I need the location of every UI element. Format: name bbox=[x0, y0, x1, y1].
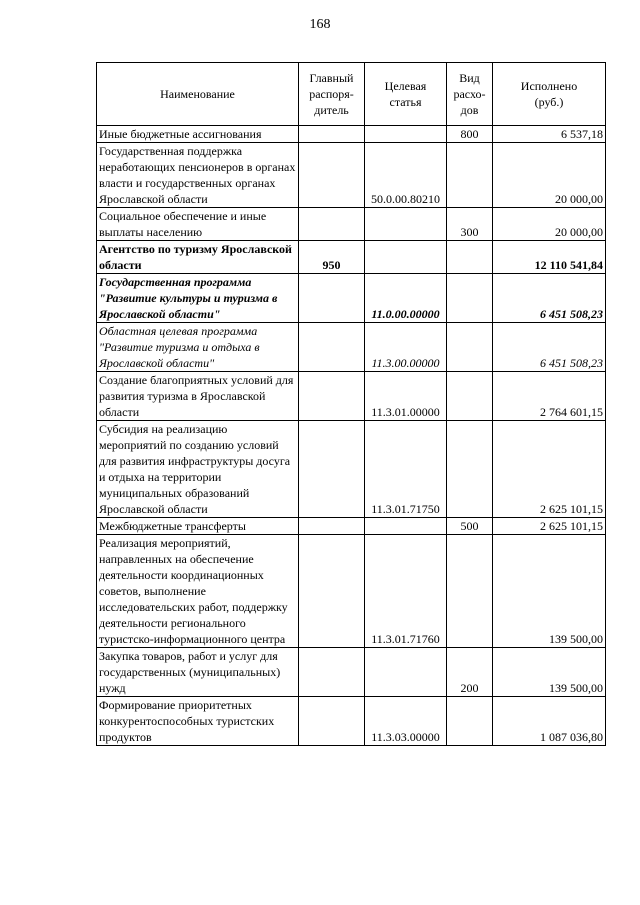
row-vid bbox=[447, 143, 493, 208]
row-glav bbox=[299, 372, 365, 421]
row-sum: 2 625 101,15 bbox=[493, 518, 606, 535]
row-vid bbox=[447, 535, 493, 648]
table-row bbox=[97, 241, 606, 274]
header-name: Наименование bbox=[97, 63, 299, 126]
row-glav bbox=[299, 697, 365, 746]
row-name: Социальное обеспечение и иные выплаты населению bbox=[97, 208, 299, 241]
row-stat: 11.3.01.71760 bbox=[365, 535, 447, 648]
row-name: Областная целевая программа "Развитие туризма и отдыха в Ярославской области" bbox=[97, 323, 299, 372]
page-number: 168 bbox=[309, 17, 331, 32]
row-stat: 50.0.00.80210 bbox=[365, 143, 447, 208]
row-stat bbox=[365, 208, 447, 241]
row-stat bbox=[365, 241, 447, 274]
row-glav bbox=[299, 208, 365, 241]
row-vid bbox=[447, 421, 493, 518]
row-vid bbox=[447, 697, 493, 746]
row-stat bbox=[365, 126, 447, 143]
row-sum: 2 764 601,15 bbox=[493, 372, 606, 421]
row-stat: 11.3.01.00000 bbox=[365, 372, 447, 421]
row-stat: 11.3.00.00000 bbox=[365, 323, 447, 372]
header-row bbox=[97, 63, 606, 126]
row-glav bbox=[299, 323, 365, 372]
row-stat: 11.3.03.00000 bbox=[365, 697, 447, 746]
row-name: Государственная программа "Развитие культуры и туризма в Ярославской области" bbox=[97, 274, 299, 323]
row-vid bbox=[447, 323, 493, 372]
table-row bbox=[97, 372, 606, 421]
row-sum: 6 451 508,23 bbox=[493, 323, 606, 372]
table-row bbox=[97, 208, 606, 241]
table-row bbox=[97, 323, 606, 372]
row-vid: 800 bbox=[447, 126, 493, 143]
row-sum: 139 500,00 bbox=[493, 535, 606, 648]
row-vid: 300 bbox=[447, 208, 493, 241]
row-glav bbox=[299, 648, 365, 697]
row-name: Межбюджетные трансферты bbox=[97, 518, 299, 535]
row-vid bbox=[447, 274, 493, 323]
row-vid: 200 bbox=[447, 648, 493, 697]
table-row bbox=[97, 535, 606, 648]
table-row bbox=[97, 274, 606, 323]
row-glav bbox=[299, 274, 365, 323]
header-glav: Главный распоря- дитель bbox=[299, 63, 365, 126]
row-glav bbox=[299, 421, 365, 518]
row-name: Реализация мероприятий, направленных на обеспечение деятельности координационных советов, выполнение исследовательских работ, поддержку деятельности регионального туристско-информационного центра bbox=[97, 535, 299, 648]
row-glav bbox=[299, 535, 365, 648]
row-sum: 1 087 036,80 bbox=[493, 697, 606, 746]
row-name: Формирование приоритетных конкурентоспособных туристских продуктов bbox=[97, 697, 299, 746]
header-stat: Целевая статья bbox=[365, 63, 447, 126]
budget-table bbox=[96, 62, 606, 746]
row-sum: 12 110 541,84 bbox=[493, 241, 606, 274]
row-glav: 950 bbox=[299, 241, 365, 274]
row-vid: 500 bbox=[447, 518, 493, 535]
row-vid bbox=[447, 241, 493, 274]
row-glav bbox=[299, 126, 365, 143]
table-row bbox=[97, 143, 606, 208]
row-name: Государственная поддержка неработающих пенсионеров в органах власти и государственных органах Ярославской области bbox=[97, 143, 299, 208]
table-row bbox=[97, 697, 606, 746]
row-sum: 2 625 101,15 bbox=[493, 421, 606, 518]
table-row bbox=[97, 518, 606, 535]
row-glav bbox=[299, 518, 365, 535]
row-name: Агентство по туризму Ярославской области bbox=[97, 241, 299, 274]
row-stat: 11.0.00.00000 bbox=[365, 274, 447, 323]
row-sum: 20 000,00 bbox=[493, 208, 606, 241]
header-vid: Вид расхо- дов bbox=[447, 63, 493, 126]
row-sum: 6 451 508,23 bbox=[493, 274, 606, 323]
row-vid bbox=[447, 372, 493, 421]
row-sum: 6 537,18 bbox=[493, 126, 606, 143]
table-row bbox=[97, 648, 606, 697]
row-stat bbox=[365, 518, 447, 535]
row-stat bbox=[365, 648, 447, 697]
row-stat: 11.3.01.71750 bbox=[365, 421, 447, 518]
row-glav bbox=[299, 143, 365, 208]
row-name: Субсидия на реализацию мероприятий по созданию условий для развития инфраструктуры досуга и отдыха на территории муниципальных образований Ярославской области bbox=[97, 421, 299, 518]
row-name: Иные бюджетные ассигнования bbox=[97, 126, 299, 143]
row-sum: 20 000,00 bbox=[493, 143, 606, 208]
row-sum: 139 500,00 bbox=[493, 648, 606, 697]
row-name: Закупка товаров, работ и услуг для государственных (муниципальных) нужд bbox=[97, 648, 299, 697]
header-sum: Исполнено (руб.) bbox=[493, 63, 606, 126]
table-row bbox=[97, 126, 606, 143]
row-name: Создание благоприятных условий для развития туризма в Ярославской области bbox=[97, 372, 299, 421]
table-row bbox=[97, 421, 606, 518]
